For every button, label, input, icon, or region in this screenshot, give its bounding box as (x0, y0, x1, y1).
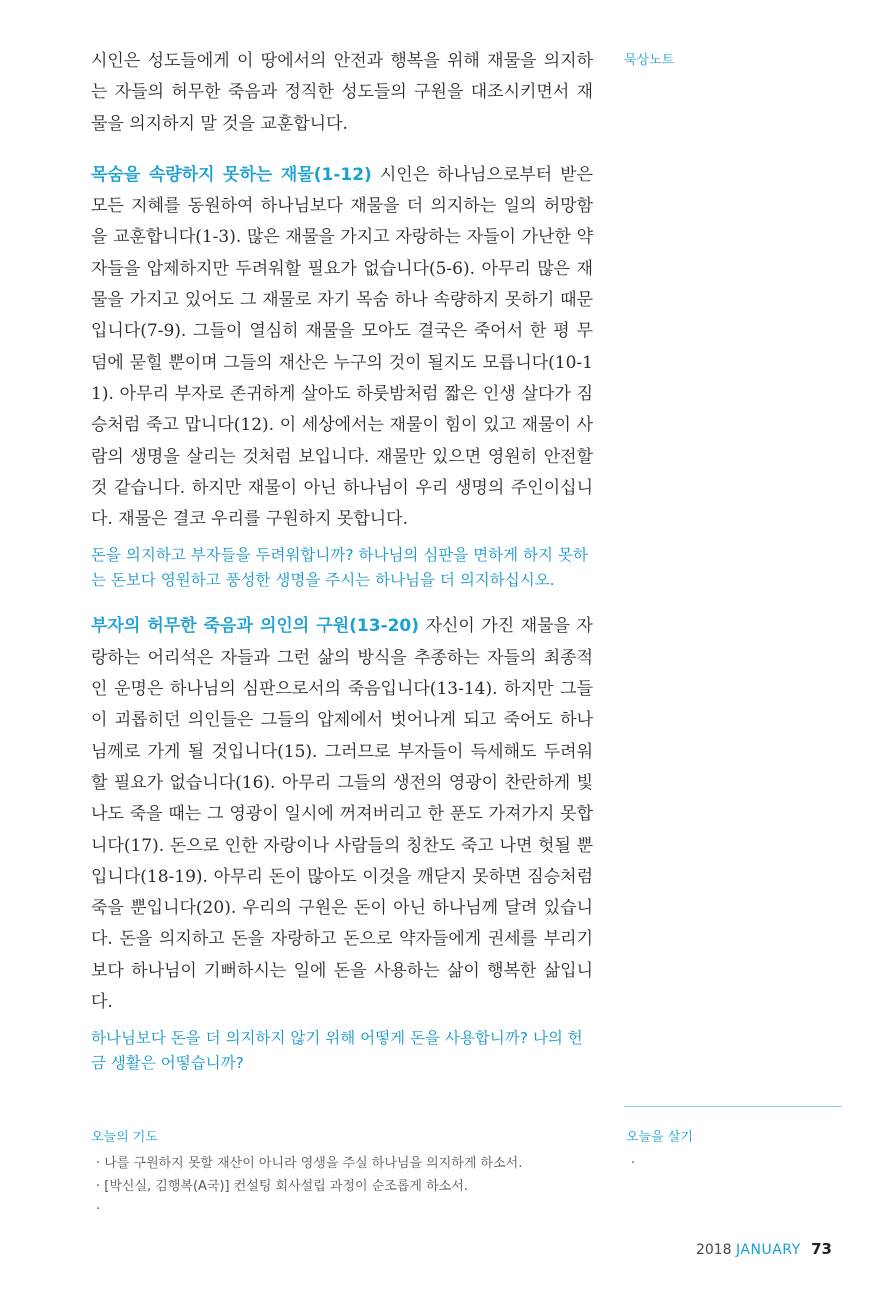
prayer-item: · [박신실, 김행복(A국)] 컨설팅 회사설립 과정이 순조롭게 하소서. (96, 1179, 468, 1194)
margin-divider (624, 1106, 842, 1107)
section-1 (91, 160, 593, 594)
practice-item: · (631, 1156, 636, 1171)
page-footer (696, 1240, 832, 1258)
section-1-application: 돈을 의지하고 부자들을 두려워합니까? 하나님의 심판을 면하게 하지 못하는 돈보다 영원하고 풍성한 생명을 주시는 하나님을 더 의지하십시오. (91, 546, 588, 590)
intro-paragraph: 시인은 성도들에게 이 땅에서의 안전과 행복을 위해 재물을 의지하는 자들의 허무한 죽음과 정직한 성도들의 구원을 대조시키면서 재물을 의지하지 말 것을 교훈합니다. (91, 51, 593, 134)
footer-month: JANUARY (736, 1242, 801, 1258)
meditation-note-label: 묵상노트 (624, 53, 675, 68)
section-1-body: 시인은 하나님으로부터 받은 모든 지혜를 동원하여 하나님보다 재물을 더 의지하는 일의 허망함을 교훈합니다(1-3). 많은 재물을 가지고 자랑하는 자들이 가난한 약자들을 압제하지만 두려워할 필요가 없습니다(5-6). 아무리 많은 재물을 가지고 있어도 그 재물로 자기 목숨 하나 속량하지 못하기 때문입니다(7-9). 그들이 열심히 재물을 모아도 결국은 죽어서 한 평 무덤에 묻힐 뿐이며 그들의 재산은 누구의 것이 될지도 모릅니다(10-11). 아무리 부자로 존귀하게 살아도 하룻밤처럼 짧은 인생 살다가 짐승처럼 죽고 맙니다(12). 이 세상에서는 재물이 힘이 있고 재물이 사람의 생명을 살리는 것처럼 보입니다. 재물만 있으면 영원히 안전할 것 같습니다. 하지만 재물이 아닌 하나님이 우리 생명의 주인이십니다. 재물은 결코 우리를 구원하지 못합니다. (91, 164, 593, 530)
section-2-body: 자신이 가진 재물을 자랑하는 어리석은 자들과 그런 삶의 방식을 추종하는 자들의 최종적인 운명은 하나님의 심판으로서의 죽음입니다(13-14). 하지만 그들이 괴롭히던 의인들은 그들의 압제에서 벗어나게 되고 죽어도 하나님께로 가게 될 것입니다(15). 그러므로 부자들이 득세해도 두려워할 필요가 없습니다(16). 아무리 그들의 생전의 영광이 찬란하게 빛나도 죽을 때는 그 영광이 일시에 꺼져버리고 한 푼도 가져가지 못합니다(17). 돈으로 인한 자랑이나 사람들의 칭찬도 죽고 나면 헛될 뿐입니다(18-19). 아무리 돈이 많아도 이것을 깨닫지 못하면 짐승처럼 죽을 뿐입니다(20). 우리의 구원은 돈이 아닌 하나님께 달려 있습니다. 돈을 의지하고 돈을 자랑하고 돈으로 약자들에게 권세를 부리기보다 하나님이 기뻐하시는 일에 돈을 사용하는 삶이 행복한 삶입니다. (91, 616, 593, 1013)
todays-practice (626, 1126, 841, 1175)
prayer-label: 오늘의 기도 (91, 1130, 158, 1145)
section-2-heading: 부자의 허무한 죽음과 의인의 구원(13-20) (91, 616, 420, 637)
page-number: 73 (811, 1240, 832, 1258)
section-2-application: 하나님보다 돈을 더 의지하지 않기 위해 어떻게 돈을 사용합니까? 나의 헌금 생활은 어떻습니까? (91, 1029, 583, 1073)
main-content (91, 46, 593, 1076)
prayer-item: · 나를 구원하지 못할 재산이 아니라 영생을 주실 하나님을 의지하게 하소서. (96, 1156, 523, 1171)
section-2 (91, 611, 593, 1076)
section-1-paragraph (91, 160, 593, 536)
prayer-item: · (96, 1202, 101, 1217)
section-2-paragraph (91, 611, 593, 1018)
section-1-heading: 목숨을 속량하지 못하는 재물(1-12) (91, 164, 372, 185)
footer-year: 2018 (695, 1242, 732, 1258)
todays-prayer (91, 1126, 591, 1221)
practice-label: 오늘을 살기 (626, 1130, 693, 1145)
